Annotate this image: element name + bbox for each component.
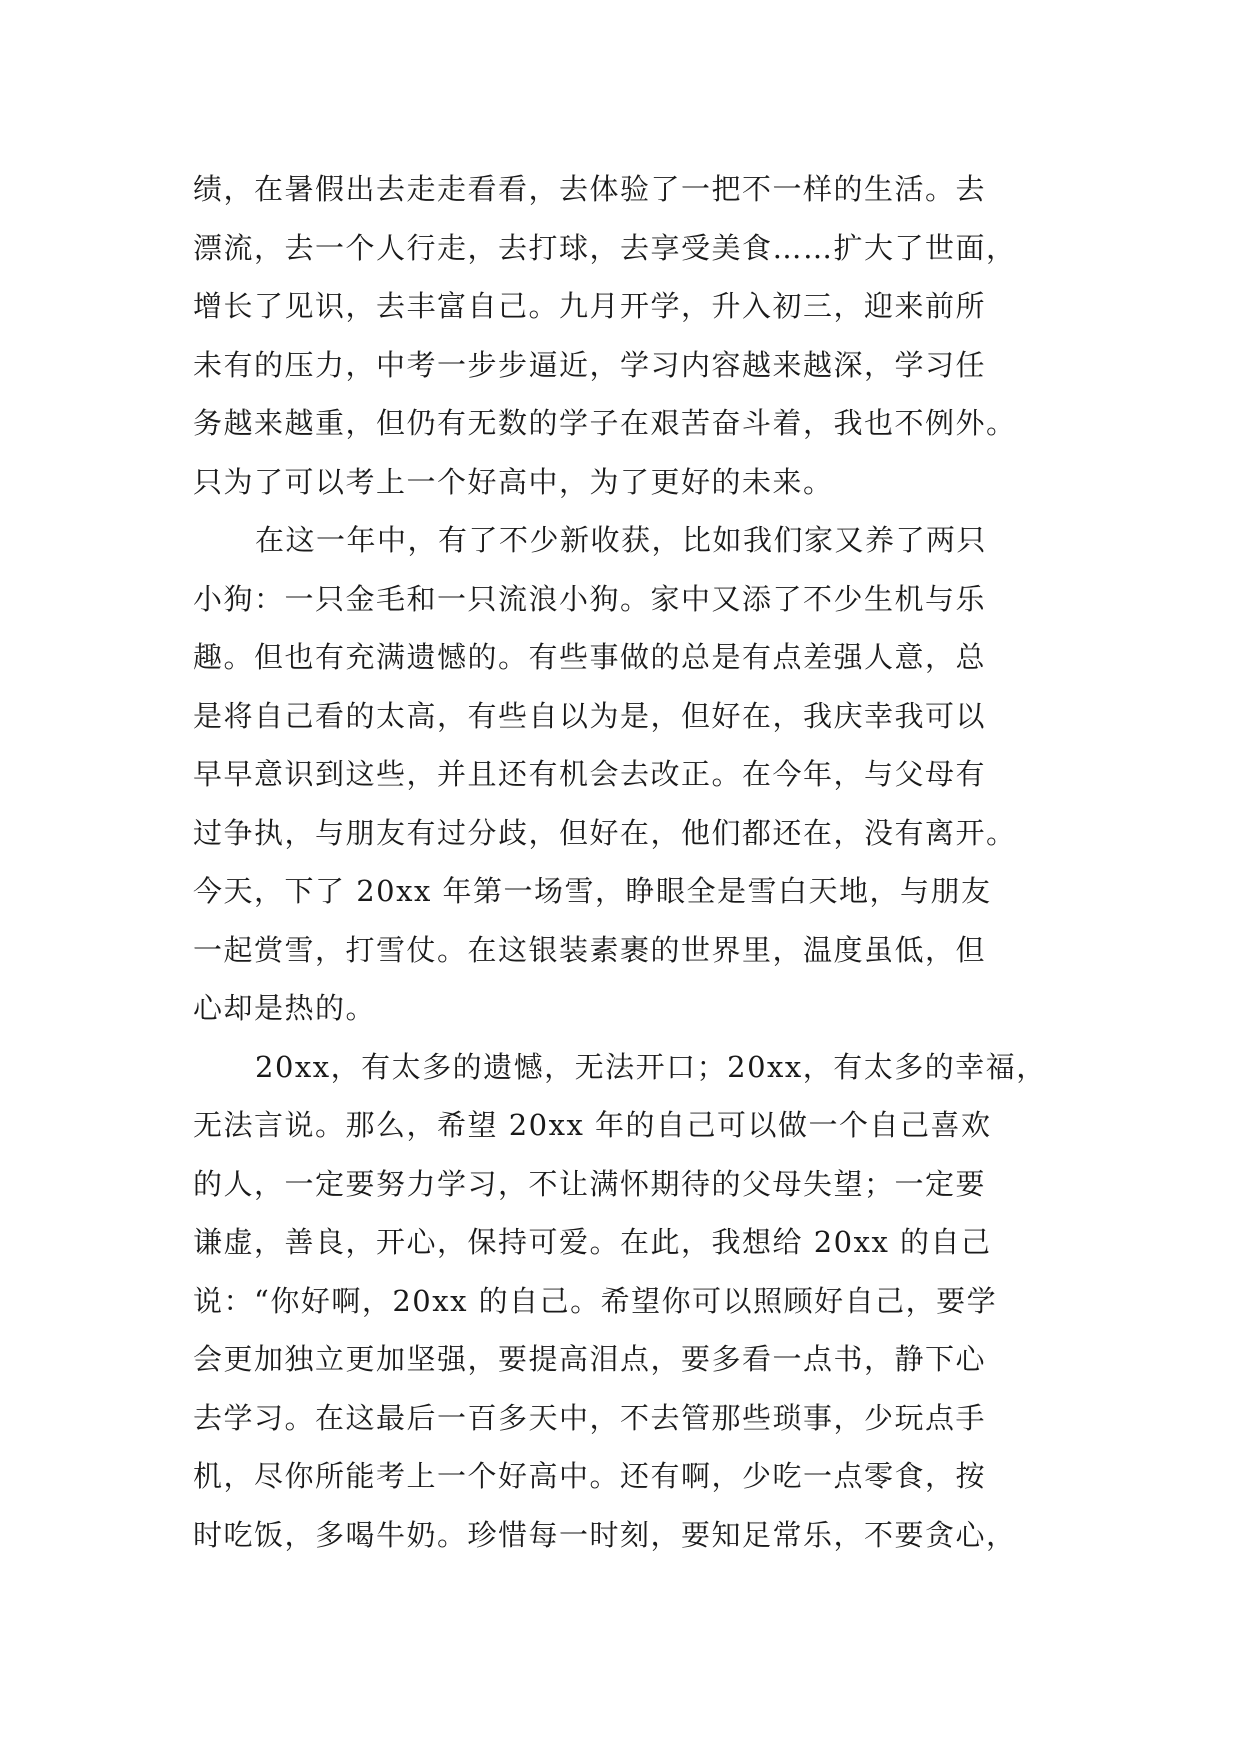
text-line: 的人，一定要努力学习，不让满怀期待的父母失望；一定要 [193, 1166, 987, 1201]
text-line: 一起赏雪，打雪仗。在这银装素裹的世界里，温度虽低，但 [193, 932, 987, 967]
body-text [193, 160, 1053, 1564]
text-line: 过争执，与朋友有过分歧，但好在，他们都还在，没有离开。 [193, 815, 1017, 850]
text-line: 是将自己看的太高，有些自以为是，但好在，我庆幸我可以 [193, 698, 987, 733]
paragraph-first-line: 20xx，有太多的遗憾，无法开口；20xx，有太多的幸福， [255, 1049, 1047, 1084]
text-line: 绩，在暑假出去走走看看，去体验了一把不一样的生活。去 [193, 172, 987, 206]
text-line: 今天，下了 20xx 年第一场雪，睁眼全是雪白天地，与朋友 [193, 874, 992, 908]
text-line: 时吃饭，多喝牛奶。珍惜每一时刻，要知足常乐，不要贪心， [193, 1517, 1017, 1552]
text-line: 心却是热的。 [193, 991, 377, 1025]
text-line: 说：“你好啊，20xx 的自己。希望你可以照顾好自己，要学 [193, 1283, 998, 1318]
text-line: 机，尽你所能考上一个好高中。还有啊，少吃一点零食，按 [193, 1459, 987, 1493]
text-line: 无法言说。那么，希望 20xx 年的自己可以做一个自己喜欢 [193, 1108, 992, 1142]
text-line: 增长了见识，去丰富自己。九月开学，升入初三，迎来前所 [193, 289, 987, 323]
text-line: 早早意识到这些，并且还有机会去改正。在今年，与父母有 [193, 757, 987, 791]
text-line: 会更加独立更加坚强，要提高泪点，要多看一点书，静下心 [193, 1342, 987, 1376]
text-line: 未有的压力，中考一步步逼近，学习内容越来越深，学习任 [193, 347, 987, 382]
text-line: 只为了可以考上一个好高中，为了更好的未来。 [193, 464, 834, 499]
text-line: 务越来越重，但仍有无数的学子在艰苦奋斗着，我也不例外。 [193, 406, 1017, 440]
text-line: 去学习。在这最后一百多天中，不去管那些琐事，少玩点手 [193, 1400, 987, 1435]
text-line: 小狗：一只金毛和一只流浪小狗。家中又添了不少生机与乐 [193, 581, 987, 616]
text-line: 谦虚，善良，开心，保持可爱。在此，我想给 20xx 的自己 [193, 1225, 992, 1259]
text-line: 趣。但也有充满遗憾的。有些事做的总是有点差强人意，总 [193, 640, 987, 674]
paragraph-first-line: 在这一年中，有了不少新收获，比如我们家又养了两只 [255, 523, 988, 557]
text-line: 漂流，去一个人行走，去打球，去享受美食……扩大了世面， [193, 230, 1017, 265]
